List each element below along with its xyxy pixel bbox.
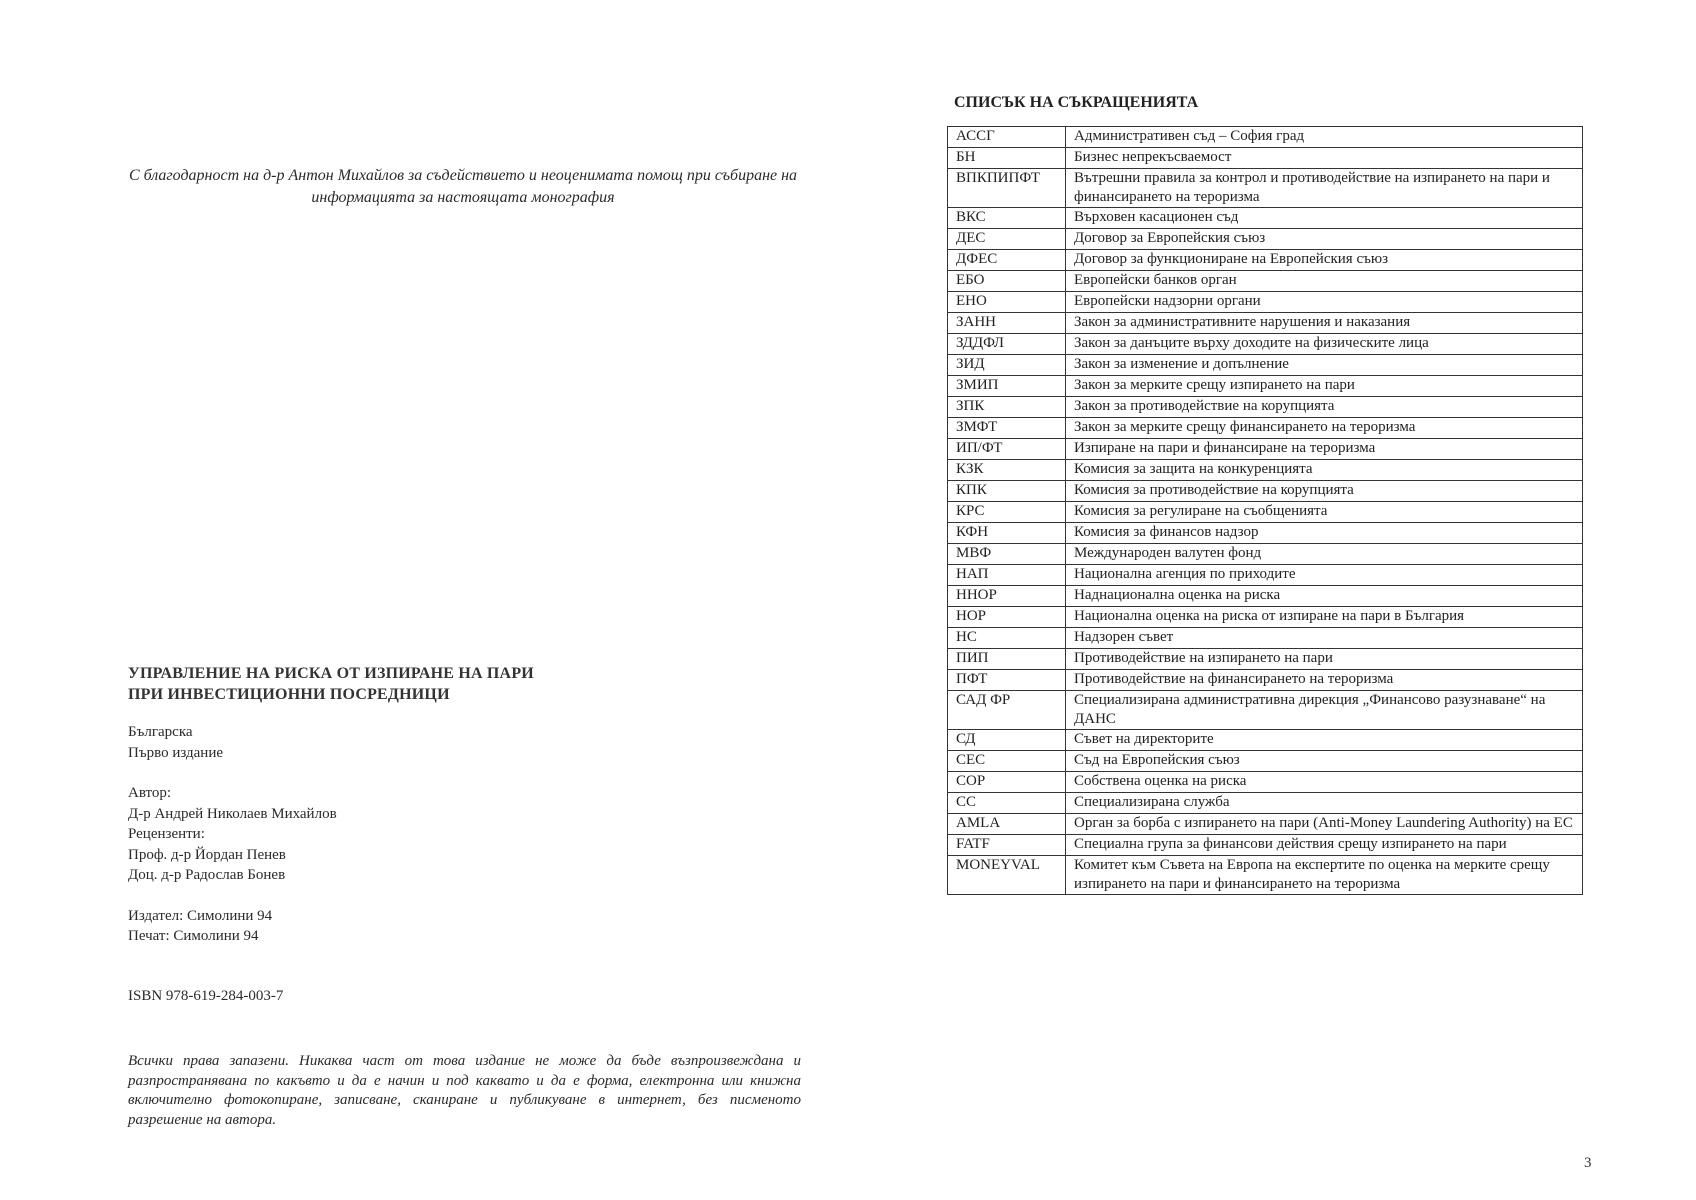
abbreviation-code: НС xyxy=(948,628,1066,649)
abbreviation-meaning: Комисия за защита на конкуренцията xyxy=(1066,460,1583,481)
abbreviation-code: ВПКПИПФТ xyxy=(948,169,1066,208)
table-row xyxy=(948,856,1583,895)
abbreviation-meaning: Международен валутен фонд xyxy=(1066,544,1583,565)
reviewer-2: Доц. д-р Радослав Бонев xyxy=(128,867,286,883)
table-row xyxy=(948,502,1583,523)
table-row xyxy=(948,418,1583,439)
page-number: 3 xyxy=(1584,1155,1592,1171)
table-row xyxy=(948,730,1583,751)
abbreviation-meaning: Закон за изменение и допълнение xyxy=(1066,355,1583,376)
language: Българска xyxy=(128,724,193,740)
table-row xyxy=(948,334,1583,355)
abbreviation-meaning: Противодействие на финансирането на тероризма xyxy=(1066,670,1583,691)
abbreviation-meaning: Национална агенция по приходите xyxy=(1066,565,1583,586)
abbreviation-code: ЗПК xyxy=(948,397,1066,418)
table-row xyxy=(948,169,1583,208)
abbreviation-code: ЕНО xyxy=(948,292,1066,313)
abbreviation-meaning: Съд на Европейския съюз xyxy=(1066,751,1583,772)
table-row xyxy=(948,835,1583,856)
table-row xyxy=(948,208,1583,229)
abbreviation-code: СЕС xyxy=(948,751,1066,772)
abbreviation-meaning: Закон за мерките срещу изпирането на пари xyxy=(1066,376,1583,397)
abbreviation-meaning: Специална група за финансови действия срещу изпирането на пари xyxy=(1066,835,1583,856)
abbreviation-meaning: Комисия за регулиране на съобщенията xyxy=(1066,502,1583,523)
table-row xyxy=(948,376,1583,397)
abbreviation-meaning: Европейски банков орган xyxy=(1066,271,1583,292)
abbreviation-code: ИП/ФТ xyxy=(948,439,1066,460)
abbreviation-code: FATF xyxy=(948,835,1066,856)
table-row xyxy=(948,127,1583,148)
abbreviation-code: ЕБО xyxy=(948,271,1066,292)
abbreviation-meaning: Комисия за противодействие на корупцията xyxy=(1066,481,1583,502)
abbreviation-meaning: Комисия за финансов надзор xyxy=(1066,523,1583,544)
table-row xyxy=(948,229,1583,250)
author-label: Автор: xyxy=(128,785,172,801)
table-row xyxy=(948,751,1583,772)
abbreviations-table xyxy=(947,126,1583,895)
abbreviations-heading: СПИСЪК НА СЪКРАЩЕНИЯТА xyxy=(954,94,1199,111)
abbreviation-code: ЗМФТ xyxy=(948,418,1066,439)
table-row xyxy=(948,313,1583,334)
abbreviation-meaning: Договор за Европейския съюз xyxy=(1066,229,1583,250)
abbreviation-meaning: Закон за мерките срещу финансирането на тероризма xyxy=(1066,418,1583,439)
table-row xyxy=(948,460,1583,481)
dedication: С благодарност на д-р Антон Михайлов за съдействието и неоценимата помощ при събиране на информацията за настоящата монография xyxy=(128,167,798,206)
table-row xyxy=(948,397,1583,418)
table-row xyxy=(948,565,1583,586)
table-row xyxy=(948,292,1583,313)
abbreviation-code: АССГ xyxy=(948,127,1066,148)
abbreviation-meaning: Административен съд – София град xyxy=(1066,127,1583,148)
abbreviation-code: КЗК xyxy=(948,460,1066,481)
abbreviation-code: ПИП xyxy=(948,649,1066,670)
abbreviation-meaning: Специализирана служба xyxy=(1066,793,1583,814)
table-row xyxy=(948,814,1583,835)
right-page xyxy=(848,0,1696,1200)
edition: Първо издание xyxy=(128,744,224,761)
abbreviation-code: ЗМИП xyxy=(948,376,1066,397)
table-row xyxy=(948,271,1583,292)
abbreviation-meaning: Орган за борба с изпирането на пари (Anti-Money Laundering Authority) на ЕС xyxy=(1066,814,1583,835)
table-row xyxy=(948,628,1583,649)
book-title-line-2: ПРИ ИНВЕСТИЦИОННИ ПОСРЕДНИЦИ xyxy=(128,686,450,703)
abbreviation-code: ДФЕС xyxy=(948,250,1066,271)
abbreviation-code: ЗАНН xyxy=(948,313,1066,334)
isbn: ISBN 978-619-284-003-7 xyxy=(128,988,284,1004)
abbreviation-code: ВКС xyxy=(948,208,1066,229)
abbreviation-code: ЗДДФЛ xyxy=(948,334,1066,355)
abbreviation-meaning: Закон за противодействие на корупцията xyxy=(1066,397,1583,418)
abbreviation-meaning: Надзорен съвет xyxy=(1066,628,1583,649)
table-row xyxy=(948,439,1583,460)
abbreviation-meaning: Противодействие на изпирането на пари xyxy=(1066,649,1583,670)
book-title-line-1: УПРАВЛЕНИЕ НА РИСКА ОТ ИЗПИРАНЕ НА ПАРИ xyxy=(128,665,534,682)
abbreviation-meaning: Закон за административните нарушения и наказания xyxy=(1066,313,1583,334)
table-row xyxy=(948,772,1583,793)
publisher: Издател: Симолини 94 xyxy=(128,907,273,924)
reviewers-label: Рецензенти: xyxy=(128,826,205,842)
abbreviation-code: СС xyxy=(948,793,1066,814)
table-row xyxy=(948,670,1583,691)
abbreviation-code: КФН xyxy=(948,523,1066,544)
abbreviation-code: ННОР xyxy=(948,586,1066,607)
abbreviation-code: СД xyxy=(948,730,1066,751)
abbreviation-code: КПК xyxy=(948,481,1066,502)
table-row xyxy=(948,355,1583,376)
abbreviation-code: СОР xyxy=(948,772,1066,793)
reviewer-1: Проф. д-р Йордан Пенев xyxy=(128,846,286,863)
abbreviation-meaning: Вътрешни правила за контрол и противодействие на изпирането на пари и финансирането на тероризма xyxy=(1066,169,1583,208)
abbreviation-code: ПФТ xyxy=(948,670,1066,691)
abbreviation-code: САД ФР xyxy=(948,691,1066,730)
printer: Печат: Симолини 94 xyxy=(128,928,259,944)
imprint xyxy=(128,722,628,947)
abbreviation-meaning: Закон за данъците върху доходите на физическите лица xyxy=(1066,334,1583,355)
abbreviation-meaning: Договор за функциониране на Европейския съюз xyxy=(1066,250,1583,271)
abbreviation-meaning: Национална оценка на риска от изпиране на пари в България xyxy=(1066,607,1583,628)
table-row xyxy=(948,793,1583,814)
abbreviation-code: КРС xyxy=(948,502,1066,523)
abbreviation-code: БН xyxy=(948,148,1066,169)
table-row xyxy=(948,481,1583,502)
abbreviation-code: MONEYVAL xyxy=(948,856,1066,895)
table-row xyxy=(948,586,1583,607)
abbreviation-code: ДЕС xyxy=(948,229,1066,250)
table-row xyxy=(948,649,1583,670)
book-title xyxy=(128,663,768,705)
abbreviation-meaning: Бизнес непрекъсваемост xyxy=(1066,148,1583,169)
abbreviation-code: AMLA xyxy=(948,814,1066,835)
table-row xyxy=(948,607,1583,628)
abbreviation-meaning: Собствена оценка на риска xyxy=(1066,772,1583,793)
abbreviation-meaning: Изпиране на пари и финансиране на тероризма xyxy=(1066,439,1583,460)
abbreviation-code: НАП xyxy=(948,565,1066,586)
table-row xyxy=(948,523,1583,544)
table-row xyxy=(948,691,1583,730)
author-name: Д-р Андрей Николаев Михайлов xyxy=(128,805,337,822)
rights-notice: Всички права запазени. Никаква част от това издание не може да бъде възпроизвеждана и разпространявана по какъвто и да е начин и под каквато и да е форма, електронна или книжна включително фотокопиране, записване, сканиране и публикуване в интернет, без писменото разрешение на автора. xyxy=(128,1053,801,1128)
abbreviation-code: ЗИД xyxy=(948,355,1066,376)
abbreviation-code: НОР xyxy=(948,607,1066,628)
table-row xyxy=(948,148,1583,169)
abbreviation-meaning: Специализирана административна дирекция „Финансово разузнаване“ на ДАНС xyxy=(1066,691,1583,730)
table-row xyxy=(948,544,1583,565)
abbreviation-meaning: Комитет към Съвета на Европа на експертите по оценка на мерките срещу изпирането на пари и финансирането на тероризма xyxy=(1066,856,1583,895)
abbreviation-meaning: Наднационална оценка на риска xyxy=(1066,586,1583,607)
abbreviation-meaning: Европейски надзорни органи xyxy=(1066,292,1583,313)
abbreviation-meaning: Върховен касационен съд xyxy=(1066,208,1583,229)
abbreviation-code: МВФ xyxy=(948,544,1066,565)
abbreviations-table-body xyxy=(948,127,1583,895)
abbreviation-meaning: Съвет на директорите xyxy=(1066,730,1583,751)
table-row xyxy=(948,250,1583,271)
